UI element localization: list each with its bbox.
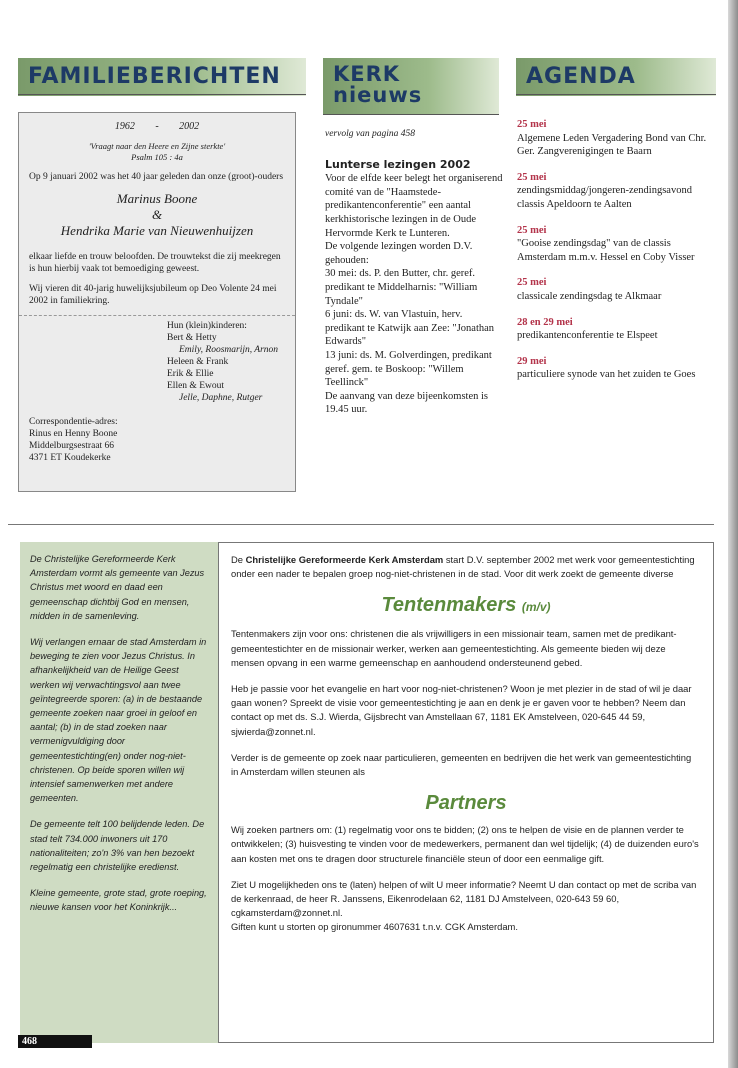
- article-body: Voor de elfde keer belegt het organiserend comité van de "Haamstede-predikantenconferentie" een aantal kerkhistorische lezingen in de Oude Hervormde Kerk te Lunteren.: [325, 173, 503, 239]
- notice-name-2: Hendrika Marie van Nieuwenhuijzen: [60, 223, 254, 238]
- agenda-item: [517, 171, 717, 212]
- divider: [18, 94, 306, 95]
- agenda-date: 25 mei: [517, 171, 547, 183]
- sidebar-paragraph: De Christelijke Gereformeerde Kerk Amsterdam vormt als gemeente van Jezus Christus met woord en daad een gemeenschap dichtbij God en mensen, midden in de samenleving.: [30, 554, 205, 621]
- kids-title: Hun (klein)kinderen:: [167, 321, 247, 331]
- kids-line: Emily, Roosmarijn, Arnon: [179, 345, 279, 355]
- agenda-text: "Gooise zendingsdag" van de classis Amsterdam m.m.v. Hessel en Coby Visser: [517, 238, 695, 263]
- ad-main: [218, 542, 714, 1043]
- family-notice: [18, 112, 296, 492]
- corr-line: Correspondentie-adres:: [29, 417, 118, 427]
- sidebar-paragraph: Kleine gemeente, grote stad, grote roeping, nieuwe kansen voor het Koninkrijk...: [30, 888, 207, 913]
- corr-line: 4371 ET Koudekerke: [29, 453, 111, 463]
- agenda-item: [517, 276, 717, 303]
- notice-amp: &: [151, 207, 163, 222]
- agenda-header: [516, 58, 716, 96]
- agenda-column: [517, 118, 717, 394]
- agenda-title: AGENDA: [526, 64, 636, 89]
- page-edge: [728, 0, 738, 1068]
- ad-paragraph: Ziet U mogelijkheden ons te (laten) helpen of wilt U meer informatie? Neemt U dan contact op met de scriba van de kerkenraad, de heer R. Janssens, Eikenrodelaan 62, 1181 DJ Amstelveen, 020-643 59 60, cgkamsterdam@zonnet.nl.: [231, 878, 697, 919]
- corr-line: Rinus en Henny Boone: [29, 429, 118, 439]
- dotted-divider: [19, 315, 295, 316]
- agenda-date: 25 mei: [517, 119, 547, 130]
- agenda-date: 29 mei: [517, 355, 547, 367]
- kids-line: Ellen & Ewout: [167, 381, 224, 391]
- kids-line: Bert & Hetty: [167, 333, 217, 343]
- ad-paragraph: Heb je passie voor het evangelie en hart voor nog-niet-christenen? Woon je met plezier in de stad of wil je daar gaan wonen? Spreekt de visie voor gemeentestichting je aan en denk je er gaven voor te hebben? Neem dan contact op met ds. S.J. Wierda, Gijsbrecht van Amstellaan 67, 1181 EK Amstelveen, 020-645 44 59, sjwierda@zonnet.nl.: [231, 683, 692, 737]
- notice-quote: 'Vraagt naar den Heere en Zijne sterkte': [88, 141, 226, 151]
- notice-intro: Op 9 januari 2002 was het 40 jaar geleden dan onze (groot)-ouders: [29, 172, 284, 182]
- agenda-text: zendingsmiddag/jongeren-zendingsavond classis Apeldoorn te Aalten: [517, 185, 692, 210]
- agenda-date: 28 en 29 mei: [517, 316, 573, 328]
- agenda-date: 25 mei: [517, 224, 547, 236]
- kerk-nieuws-column: [325, 128, 503, 417]
- article-line: 13 juni: ds. M. Golverdingen, predikant geref. gem. te Boskoop: "Willem Teellinck": [325, 349, 492, 389]
- article-line: 30 mei: ds. P. den Butter, chr. geref. predikant te Middelharnis: "William Tyndale": [325, 268, 478, 307]
- section-separator: [8, 524, 714, 525]
- page-number: 468: [18, 1035, 92, 1048]
- agenda-text: classicale zendingsdag te Alkmaar: [517, 290, 662, 302]
- correspondence-address: [29, 416, 285, 464]
- tentenmakers-heading: Tentenmakers (m/v): [381, 594, 551, 617]
- kids-line: Jelle, Daphne, Rutger: [179, 393, 263, 403]
- agenda-item: [517, 224, 717, 265]
- ad-paragraph: Giften kunt u storten op gironummer 4607631 t.n.v. CGK Amsterdam.: [231, 921, 518, 933]
- sidebar-paragraph: Wij verlangen ernaar de stad Amsterdam in beweging te zien voor Jezus Christus. In afhankelijkheid van de Heilige Geest werken wij verwachtingsvol aan twee geïntegreerde sporen: (a) in de bestaande gemeente zoeken naar groei in geloof en aantal; (b) in de stad zoeken naar vermenigvuldiging door gemeentestichting(en) onder nog-niet-christenen. Op beide sporen willen wij intensief samenwerken met andere gemeenten.: [30, 637, 207, 804]
- notice-name-1: Marinus Boone: [116, 191, 198, 206]
- agenda-item: [517, 316, 717, 343]
- article-line: De volgende lezingen worden D.V. gehouden:: [325, 241, 473, 266]
- partners-heading: Partners: [425, 792, 507, 815]
- agenda-text: particuliere synode van het zuiden te Goes: [517, 369, 696, 381]
- notice-body-2: Wij vieren dit 40-jarig huwelijksjubileum op Deo Volente 24 mei 2002 in familiekring.: [29, 284, 277, 306]
- article-line: De aanvang van deze bijeenkomsten is 19.45 uur.: [325, 390, 488, 416]
- ad-intro: De Christelijke Gereformeerde Kerk Amsterdam start D.V. september 2002 met werk voor gemeentestichting onder een nader te bepalen groep nog-niet-christenen in de stad. Voor dit werk zoekt de gemeente diverse: [231, 554, 695, 580]
- kids-line: Erik & Ellie: [167, 369, 214, 379]
- kids-list: [167, 320, 285, 404]
- familieberichten-title: FAMILIEBERICHTEN: [28, 64, 281, 89]
- ad-paragraph: Tentenmakers zijn voor ons: christenen die als vrijwilligers in een missionair team, samen met de predikant-gemeentestichter en de missionair werker, werken aan gemeentestichting. Als gemeente bieden wij deze mensen opvang in een warme gemeenschap en aanhoudend ondersteunend gebed.: [231, 628, 677, 668]
- divider: [323, 114, 499, 115]
- divider: [516, 94, 716, 95]
- agenda-item: [517, 118, 717, 159]
- notice-quote-ref: Psalm 105 : 4a: [131, 152, 183, 162]
- agenda-text: Algemene Leden Vergadering Bond van Chr. Ger. Zangverenigingen te Baarn: [517, 132, 707, 158]
- familieberichten-header: [18, 58, 306, 96]
- article-line: 6 juni: ds. W. van Vlastuin, herv. predikant te Katwijk aan Zee: "Jonathan Edwards": [325, 309, 495, 348]
- ad-sidebar: [20, 542, 218, 1043]
- sidebar-paragraph: De gemeente telt 100 belijdende leden. De stad telt 734.000 inwoners uit 170 nationaliteiten; zo'n 3% van hen bezoekt regelmatig een christelijke eredienst.: [30, 819, 205, 873]
- kerk-nieuws-header: [323, 58, 499, 114]
- agenda-item: [517, 355, 717, 382]
- continued-from: vervolg van pagina 458: [325, 129, 415, 139]
- ad-paragraph: Verder is de gemeente op zoek naar particulieren, gemeenten en bedrijven die het werk van gemeentestichting in Amsterdam willen steunen als: [231, 751, 692, 778]
- ad-paragraph: Wij zoeken partners om: (1) regelmatig voor ons te bidden; (2) ons te helpen de visie en de plannen verder te ontwikkelen; (3) huisvesting te vinden voor de medewerkers, permanent dan wel tijdelijk; (4) de duizenden euro's aan kosten met ons te dragen door structurele financiële steun of door een eenmalige gift.: [231, 824, 699, 864]
- agenda-text: predikantenconferentie te Elspeet: [517, 330, 658, 342]
- notice-years: 1962 - 2002: [114, 121, 200, 132]
- corr-line: Middelburgsestraat 66: [29, 441, 115, 451]
- agenda-date: 25 mei: [517, 277, 547, 289]
- article-heading: Lunterse lezingen 2002: [325, 157, 471, 171]
- kids-line: Heleen & Frank: [167, 357, 229, 367]
- kerk-title: KERK nieuws: [333, 62, 423, 107]
- notice-body-1: elkaar liefde en trouw beloofden. De trouwtekst die zij meekregen is hun hierbij vaak tot bemoediging geweest.: [29, 252, 281, 274]
